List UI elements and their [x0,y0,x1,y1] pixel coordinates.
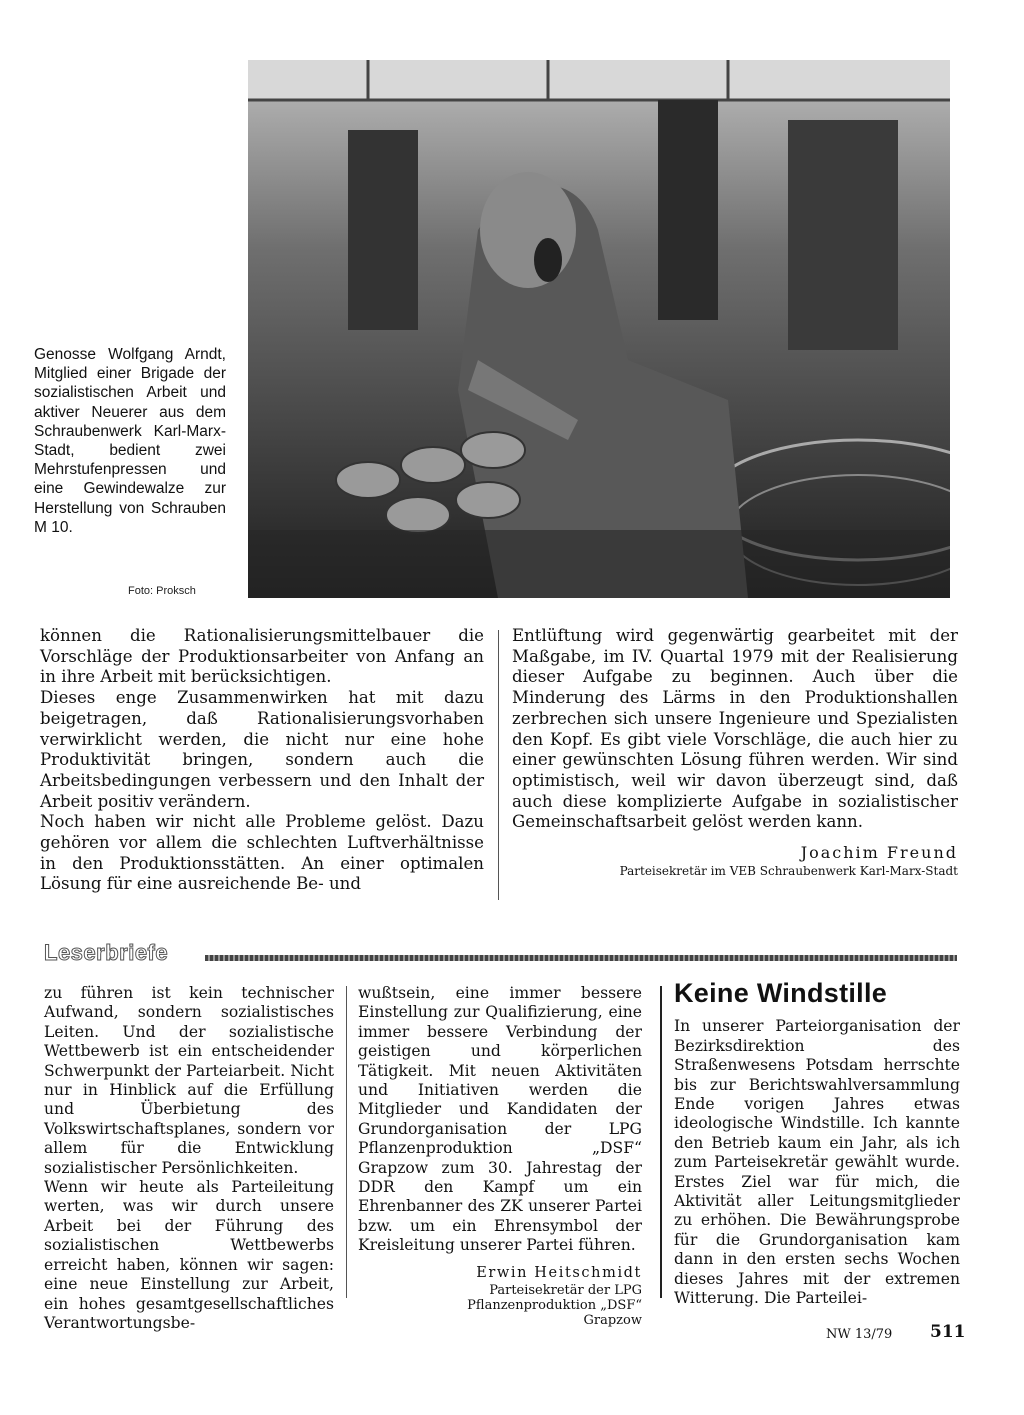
column-divider [346,986,347,1298]
photo-caption: Genosse Wolfgang Arndt, Mitglied einer Brigade der sozialistischen Arbeit und aktiver Neuerer aus dem Schraubenwerk Karl-Marx-Stadt, bedient zwei Mehrstufenpressen und eine Gewindewalze zur Herstellung von Schrauben M 10. [34,346,226,536]
article-author-role: Parteisekretär im VEB Schraubenwerk Karl-Marx-Stadt [619,863,958,878]
letter-title: Keine Windstille [674,978,888,1008]
letters-column-1 [44,984,334,1333]
issue-reference: NW 13/79 [826,1327,893,1342]
article-column-right [512,626,958,879]
photo-credit: Foto: Proksch [128,585,196,597]
letter-author-role: Parteisekretär der LPG [489,1283,642,1299]
letter-paragraph: wußtsein, eine immer bessere Einstellung zur Qualifizierung, eine immer bessere Verbindung der geistigen und körperlichen Tätigkeit. Mit neuen Aktivitäten und Initiativen werden die Mitglieder und Kandidaten der Grundorganisation der LPG Pflanzenproduktion „DSF“ Grapzow zum 30. Jahrestag der DDR den Kampf um ein Ehrenbanner des ZK unserer Partei bzw. um ein Ehrensymbol der Kreisleitung unserer Partei führen. [358,984,642,1255]
column-divider [660,986,662,1298]
letters-column-2 [358,984,642,1328]
article-paragraph: können die Rationalisierungsmittelbauer die Vorschläge der Produktionsarbeiter von Anfang an in ihre Arbeit mit berücksichtigen. [40,626,484,687]
article-paragraph: Entlüftung wird gegenwärtig gearbeitet mit der Maßgabe, im IV. Quartal 1979 mit der Realisierung dieser Aufgabe zu beginnen. Auch über die Minderung des Lärms in den Produktionshallen zerbrechen sich unsere Ingenieure und Spezialisten den Kopf. Es gibt viele Vorschläge, die auch hier zu einer gewünschten Lösung führen werden. Wir sind optimistisch, weil wir davon überzeugt sind, daß auch diese komplizierte Aufgabe in sozialistischer Gemeinschaftsarbeit gelöst werden kann. [512,626,958,832]
letter-paragraph: In unserer Parteiorganisation der Bezirksdirektion des Straßenwesens Potsdam herrschte bis zur Berichtswahlversammlung Ende vorigen Jahres etwas ideologische Windstille. Ich kannte den Betrieb kaum ein Jahr, als ich zum Parteisekretär gewählt wurde. Erstes Ziel war für mich, die Aktivität aller Leitungsmitglieder zu erhöhen. Die Bewährungsprobe für die Grundorganisation kam dann in den ersten sechs Wochen dieses Jahres mit der extremen Witterung. Die Parteilei- [674,1017,960,1308]
section-rule [205,955,957,961]
letter-paragraph: Wenn wir heute als Parteileitung werten, was wir durch unsere Arbeit bei der Führung des sozialistischen Wettbewerbs erreicht haben, können wir sagen: eine neue Einstellung zur Arbeit, ein hohes gesamtgesellschaftliches Verantwortungsbe- [44,1178,334,1332]
article-column-left [40,626,484,895]
letter-author-role: Pflanzenproduktion „DSF“ [467,1298,642,1314]
letter-paragraph: zu führen ist kein technischer Aufwand, sondern sozialistisches Leiten. Und der sozialistische Wettbewerb ist ein entscheidender Schwerpunkt der Parteiarbeit. Nicht nur in Hinblick auf die Erfüllung und Überbietung des Volkswirtschaftsplanes, sondern vor allem für die Entwicklung sozialistischer Persönlichkeiten. [44,984,334,1177]
letters-column-3 [674,978,960,1309]
section-title: Leserbriefe [44,940,169,965]
factory-photo [248,60,950,598]
article-paragraph: Dieses enge Zusammenwirken hat mit dazu beigetragen, daß Rationalisierungsvorhaben verwirklicht werden, die nicht nur eine hohe Produktivität bringen, sondern auch die Arbeitsbedingungen verbessern und den Inhalt der Arbeit positiv verändern. [40,688,484,811]
article-author: Joachim Freund [800,843,958,863]
page-number: 511 [930,1322,966,1342]
letter-author: Erwin Heitschmidt [476,1264,642,1281]
column-divider [498,630,499,900]
letter-author-role: Grapzow [583,1313,642,1329]
article-paragraph: Noch haben wir nicht alle Probleme gelöst. Dazu gehören vor allem die schlechten Luftverhältnisse in den Produktionsstätten. An einer optimalen Lösung für eine ausreichende Be- und [40,812,484,894]
